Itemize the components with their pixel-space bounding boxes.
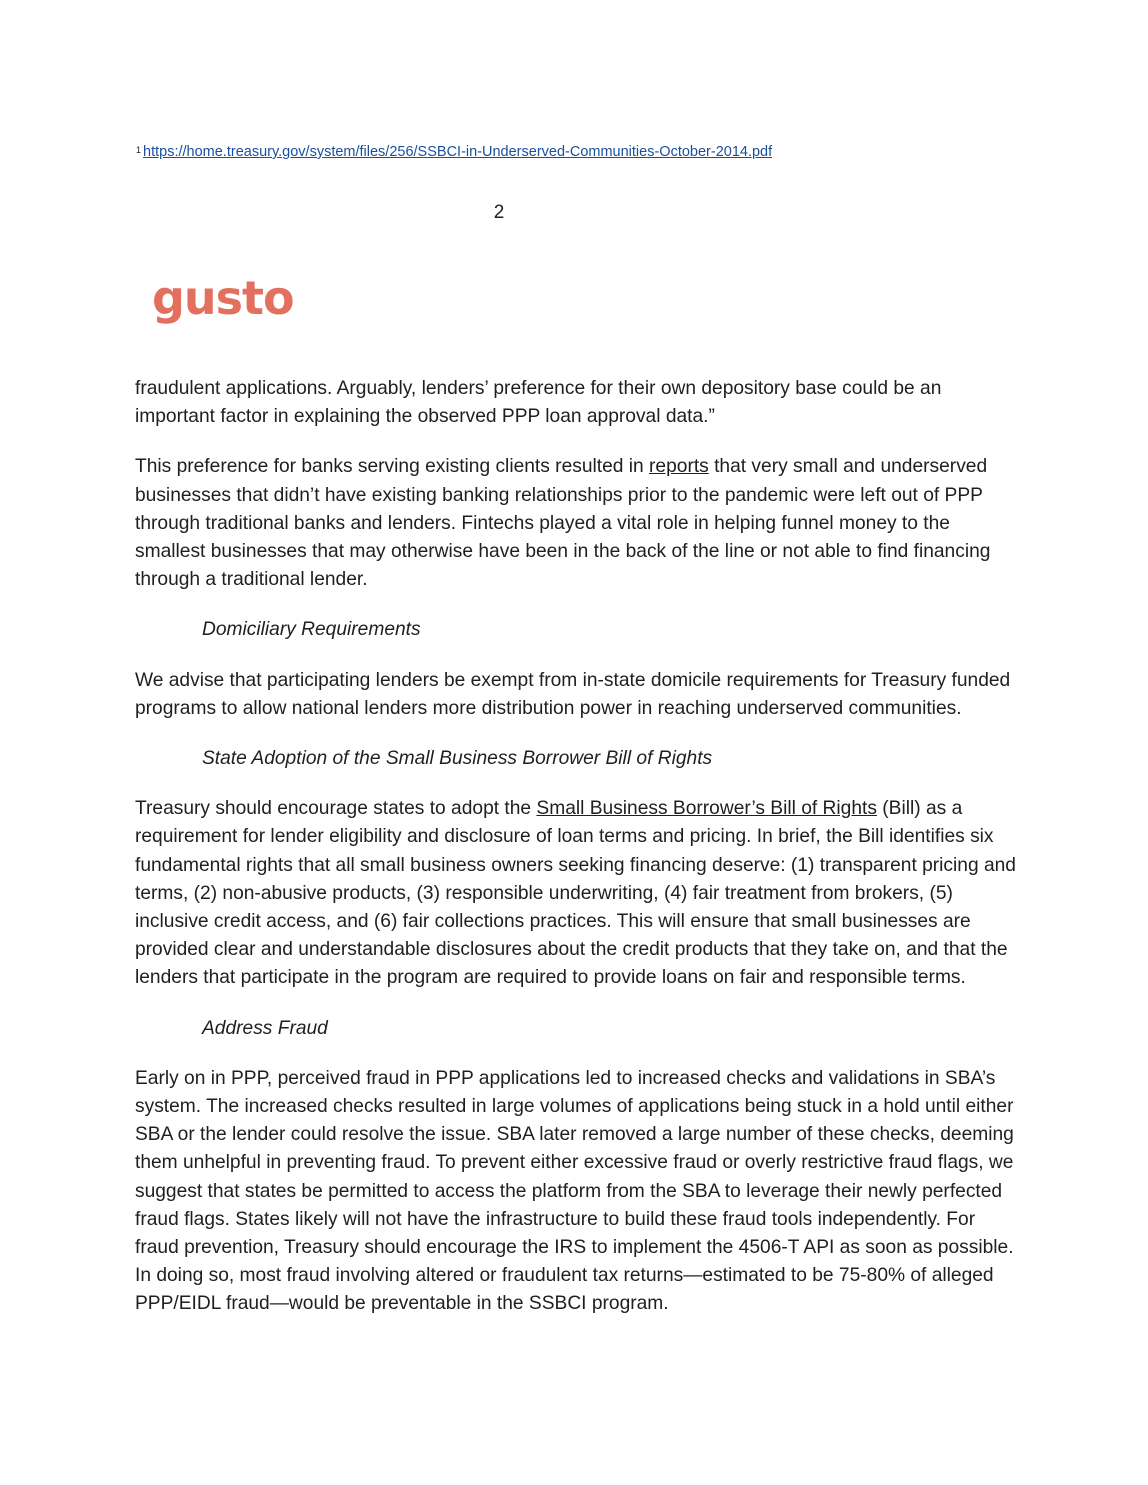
paragraph-domicile: We advise that participating lenders be exempt from in-state domicile requirements for Treasury funded programs to allow national lenders more distribution power in reaching underserved communities. — [135, 669, 1011, 719]
document-body — [135, 375, 1020, 1341]
paragraph-text: (Bill) as a requirement for lender eligibility and disclosure of loan terms and pricing. In brief, the Bill identifies six fundamental rights that all small business owners seeking financing deserve: (1) transparent pricing and terms, (2) non-abusive products, (3) responsible underwriting, (4) fair treatment from brokers, (5) inclusive credit access, and (6) fair collections practices. This will ensure that small businesses are provided clear and understandable disclosures about the credit products that they take on, and that the lenders that participate in the program are required to provide loans on fair and responsible terms. — [135, 798, 1016, 989]
heading-domiciliary-requirements: Domiciliary Requirements — [202, 619, 421, 641]
paragraph-bill-of-rights — [135, 795, 1020, 992]
paragraph-text: that very small and underserved businesses that didn’t have existing banking relationships prior to the pandemic were left out of PPP through traditional banks and lenders. Fintechs played a vital role in helping funnel money to the smallest businesses that may otherwise have been in the back of the line or not able to find financing through a traditional lender. — [135, 456, 991, 591]
heading-address-fraud: Address Fraud — [202, 1017, 328, 1039]
reports-link[interactable]: reports — [649, 456, 709, 478]
paragraph-text: This preference for banks serving existing clients resulted in — [135, 456, 650, 478]
footnote-marker: 1 — [136, 145, 142, 155]
paragraph-fraud: Early on in PPP, perceived fraud in PPP applications led to increased checks and validations in SBA’s system. The increased checks resulted in large volumes of applications being stuck in a hold until either SBA or the lender could resolve the issue. SBA later removed a large number of these checks, deeming them unhelpful in preventing fraud. To prevent either excessive fraud or overly restrictive fraud flags, we suggest that states be permitted to access the platform from the SBA to leverage their newly perfected fraud flags. States likely will not have the infrastructure to build these fraud tools independently. For fraud prevention, Treasury should encourage the IRS to implement the 4506-T API as soon as possible. In doing so, most fraud involving altered or fraudulent tax returns—estimated to be 75-80% of alleged PPP/EIDL fraud—would be preventable in the SSBCI program. — [135, 1067, 1014, 1315]
gusto-logo: gusto — [152, 271, 294, 325]
paragraph-text: Treasury should encourage states to adopt the — [135, 798, 537, 820]
footnote — [136, 143, 772, 161]
paragraph-bank-preference — [135, 453, 1020, 594]
page-number: 2 — [493, 202, 505, 223]
footnote-link[interactable]: https://home.treasury.gov/system/files/256/SSBCI-in-Underserved-Communities-October-2014.pdf — [143, 144, 773, 160]
paragraph-fraudulent-applications: fraudulent applications. Arguably, lenders’ preference for their own depository base could be an important factor in explaining the observed PPP loan approval data.” — [135, 378, 942, 428]
bill-of-rights-link[interactable]: Small Business Borrower’s Bill of Rights — [536, 798, 877, 820]
heading-borrower-bill-of-rights: State Adoption of the Small Business Borrower Bill of Rights — [202, 748, 713, 770]
